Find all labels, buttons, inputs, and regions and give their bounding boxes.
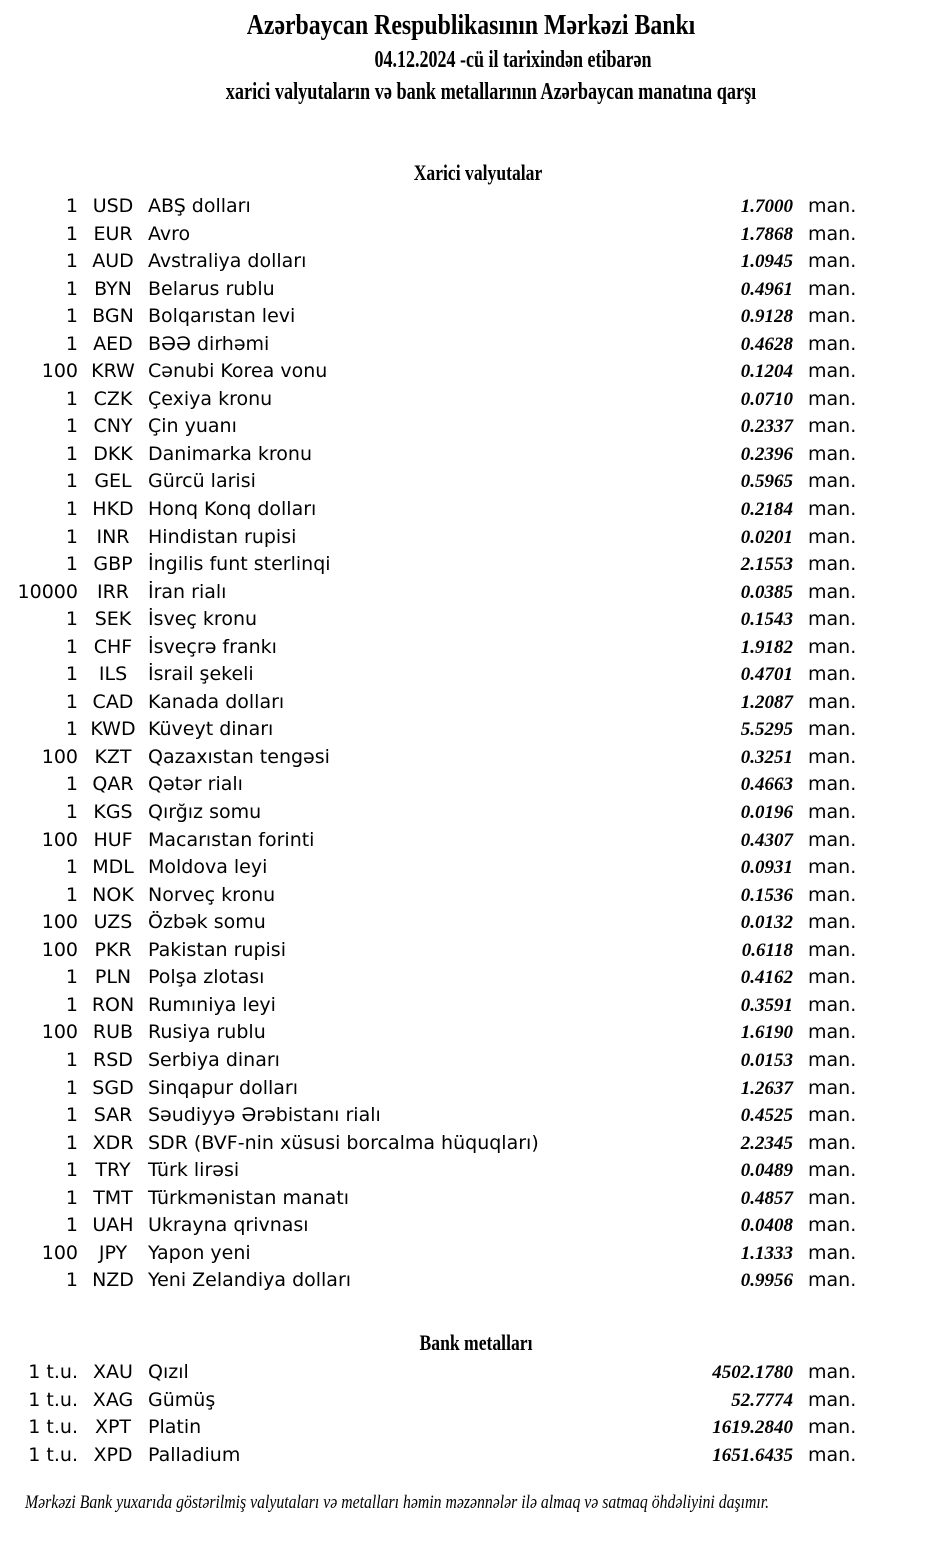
unit-label: man.: [808, 250, 857, 273]
unit-label: man.: [808, 608, 857, 631]
name-cell: Sinqapur dolları: [148, 1076, 299, 1099]
rate-cell: 0.4961: [740, 278, 793, 300]
unit-label: man.: [808, 442, 857, 465]
unit-label: man.: [808, 195, 857, 217]
unit-label: man.: [808, 1021, 857, 1044]
nominal-cell: 1: [65, 553, 78, 576]
name-cell: Kanada dolları: [148, 690, 285, 713]
nominal-cell: 1: [65, 1048, 78, 1071]
code-cell: DKK: [93, 442, 133, 465]
code-cell: PLN: [94, 966, 132, 989]
disclaimer-text: Mərkəzi Bank yuxarıda göstərilmiş valyutaları və metalları həmin məzənnələr ilə almaq və satmaq öhdəliyini daşımır.: [25, 1492, 770, 1513]
name-cell: SDR (BVF-nin xüsusi borcalma hüquqları): [148, 1131, 539, 1154]
rate-cell: 2.2345: [740, 1132, 793, 1154]
nominal-cell: 1: [65, 993, 78, 1016]
rate-cell: 4502.1780: [712, 1362, 793, 1383]
rate-cell: 0.1536: [740, 884, 793, 906]
rate-cell: 0.1543: [740, 609, 793, 631]
code-cell: SGD: [92, 1076, 134, 1099]
name-cell: Platin: [148, 1416, 202, 1439]
table-row: [0, 331, 934, 359]
rate-cell: 0.0710: [740, 388, 793, 410]
unit-label: man.: [808, 1159, 857, 1182]
code-cell: XAG: [92, 1388, 134, 1411]
unit-label: man.: [808, 1388, 857, 1411]
table-row: [0, 992, 934, 1020]
unit-label: man.: [808, 1186, 857, 1209]
table-row: [0, 413, 934, 441]
name-cell: İsveç kronu: [148, 608, 258, 631]
table-row: [0, 468, 934, 496]
rate-cell: 0.2184: [740, 499, 793, 521]
table-row: [0, 524, 934, 552]
table-row: [0, 1019, 934, 1047]
unit-label: man.: [808, 525, 857, 548]
rate-cell: 1.1333: [740, 1242, 793, 1264]
nominal-cell: 1: [65, 1131, 78, 1154]
rate-cell: 0.0196: [740, 802, 793, 824]
table-row: [0, 634, 934, 662]
nominal-cell: 1: [65, 470, 78, 493]
code-cell: BGN: [92, 305, 134, 328]
name-cell: Serbiya dinarı: [148, 1048, 280, 1071]
name-cell: Bolqarıstan levi: [148, 305, 296, 328]
table-row: [0, 193, 934, 221]
unit-label: man.: [808, 690, 857, 713]
rate-cell: 1.2637: [740, 1077, 793, 1099]
code-cell: SAR: [93, 1104, 133, 1127]
name-cell: İsrail şekeli: [148, 663, 254, 686]
rate-cell: 0.0132: [740, 912, 793, 934]
table-row: [0, 661, 934, 689]
name-cell: İran rialı: [148, 580, 227, 603]
rate-cell: 1.9182: [740, 636, 793, 658]
unit-label: man.: [808, 856, 857, 879]
table-row: [0, 1102, 934, 1130]
nominal-cell: 1: [65, 498, 78, 521]
unit-label: man.: [808, 1048, 857, 1071]
nominal-cell: 1: [65, 442, 78, 465]
table-row: [0, 276, 934, 304]
table-row: [0, 854, 934, 882]
currencies-section-heading: Xarici valyutalar: [413, 160, 543, 185]
nominal-cell: 1: [65, 525, 78, 548]
name-cell: İngilis funt sterlinqi: [148, 553, 331, 576]
code-cell: MDL: [92, 856, 134, 879]
name-cell: Yeni Zelandiya dolları: [148, 1269, 352, 1292]
nominal-cell: 1: [65, 332, 78, 355]
table-row: [0, 1212, 934, 1240]
metals-table: [0, 1359, 934, 1469]
table-row: [0, 799, 934, 827]
table-row: [0, 1442, 934, 1470]
name-cell: Moldova leyi: [148, 856, 268, 879]
nominal-cell: 1: [65, 1186, 78, 1209]
nominal-cell: 1: [65, 663, 78, 686]
code-cell: GEL: [94, 470, 132, 493]
unit-label: man.: [808, 828, 857, 851]
nominal-cell: 1: [65, 1269, 78, 1292]
table-row: [0, 1075, 934, 1103]
code-cell: NOK: [92, 883, 134, 906]
table-row: [0, 551, 934, 579]
table-row: [0, 827, 934, 855]
code-cell: UAH: [92, 1214, 134, 1237]
rate-cell: 0.5965: [740, 471, 793, 493]
name-cell: İsveçrə frankı: [148, 635, 277, 658]
nominal-cell: 1: [65, 1214, 78, 1237]
code-cell: QAR: [92, 773, 134, 796]
code-cell: EUR: [93, 222, 133, 245]
nominal-cell: 1: [65, 222, 78, 245]
nominal-cell: 1: [65, 305, 78, 328]
unit-label: man.: [808, 277, 857, 300]
name-cell: Ukrayna qrivnası: [148, 1214, 309, 1237]
unit-label: man.: [808, 911, 857, 934]
code-cell: UZS: [93, 911, 133, 934]
code-cell: NZD: [92, 1269, 134, 1292]
nominal-cell: 100: [41, 1241, 78, 1264]
name-cell: Rumıniya leyi: [148, 993, 276, 1016]
nominal-cell: 10000: [17, 580, 78, 603]
nominal-cell: 1 t.u.: [28, 1443, 78, 1466]
rate-cell: 0.1204: [740, 361, 793, 383]
code-cell: XAU: [93, 1361, 133, 1383]
rate-cell: 1.0945: [740, 251, 793, 273]
unit-label: man.: [808, 993, 857, 1016]
code-cell: KRW: [91, 360, 135, 383]
table-row: [0, 744, 934, 772]
name-cell: Türkmənistan manatı: [148, 1186, 350, 1209]
rate-cell: 0.4307: [740, 829, 793, 851]
unit-label: man.: [808, 773, 857, 796]
rate-cell: 1.2087: [740, 691, 793, 713]
unit-label: man.: [808, 718, 857, 741]
rate-cell: 1619.2840: [712, 1417, 793, 1439]
unit-label: man.: [808, 222, 857, 245]
nominal-cell: 1: [65, 690, 78, 713]
code-cell: RUB: [92, 1021, 134, 1044]
rate-cell: 0.2396: [740, 443, 793, 465]
code-cell: CNY: [93, 415, 133, 438]
table-row: [0, 1157, 934, 1185]
table-row: [0, 303, 934, 331]
name-cell: Qırğız somu: [148, 801, 262, 824]
table-row: [0, 1414, 934, 1442]
code-cell: KWD: [90, 718, 136, 741]
name-cell: Belarus rublu: [148, 277, 275, 300]
table-row: [0, 248, 934, 276]
nominal-cell: 100: [41, 828, 78, 851]
table-row: [0, 579, 934, 607]
table-row: [0, 358, 934, 386]
table-row: [0, 1359, 934, 1387]
code-cell: AUD: [92, 250, 134, 273]
code-cell: XPD: [93, 1443, 133, 1466]
name-cell: Danimarka kronu: [148, 442, 313, 465]
code-cell: JPY: [98, 1241, 128, 1264]
nominal-cell: 100: [41, 911, 78, 934]
rate-cell: 0.4663: [740, 774, 793, 796]
rate-cell: 0.9956: [740, 1270, 793, 1292]
name-cell: Palladium: [148, 1443, 241, 1466]
rate-cell: 0.4525: [740, 1105, 793, 1127]
subtitle: xarici valyutaların və bank metallarının Azərbaycan manatına qarşı: [225, 79, 757, 105]
nominal-cell: 1: [65, 195, 78, 217]
code-cell: BYN: [94, 277, 132, 300]
name-cell: Türk lirəsi: [148, 1159, 240, 1182]
unit-label: man.: [808, 1269, 857, 1292]
name-cell: Yapon yeni: [148, 1241, 251, 1264]
code-cell: XDR: [92, 1131, 134, 1154]
nominal-cell: 1: [65, 883, 78, 906]
nominal-cell: 1: [65, 773, 78, 796]
nominal-cell: 1: [65, 1159, 78, 1182]
name-cell: Avstraliya dolları: [148, 250, 307, 273]
rate-cell: 0.9128: [740, 306, 793, 328]
nominal-cell: 1: [65, 277, 78, 300]
table-row: [0, 1130, 934, 1158]
nominal-cell: 100: [41, 938, 78, 961]
rate-cell: 0.0489: [740, 1160, 793, 1182]
table-row: [0, 386, 934, 414]
code-cell: GBP: [93, 553, 133, 576]
name-cell: Rusiya rublu: [148, 1021, 266, 1044]
name-cell: Norveç kronu: [148, 883, 276, 906]
table-row: [0, 1240, 934, 1268]
name-cell: BƏƏ dirhəmi: [148, 332, 270, 355]
nominal-cell: 1 t.u.: [28, 1388, 78, 1411]
rate-cell: 0.4628: [740, 333, 793, 355]
rate-cell: 2.1553: [740, 554, 793, 576]
unit-label: man.: [808, 553, 857, 576]
code-cell: SEK: [94, 608, 132, 631]
code-cell: USD: [92, 195, 134, 217]
rate-cell: 0.4701: [740, 664, 793, 686]
code-cell: CAD: [92, 690, 134, 713]
effective-date-line: 04.12.2024 -cü il tarixindən etibarən: [374, 47, 652, 73]
name-cell: Qazaxıstan tengəsi: [148, 745, 330, 768]
rate-cell: 1.7000: [740, 196, 793, 217]
code-cell: RSD: [93, 1048, 133, 1071]
code-cell: TMT: [93, 1186, 133, 1209]
unit-label: man.: [808, 938, 857, 961]
metals-section-heading: Bank metalları: [419, 1330, 533, 1355]
unit-label: man.: [808, 470, 857, 493]
nominal-cell: 1: [65, 387, 78, 410]
nominal-cell: 1: [65, 856, 78, 879]
unit-label: man.: [808, 1241, 857, 1264]
rate-cell: 0.6118: [741, 939, 793, 961]
rate-cell: 0.0153: [740, 1049, 793, 1071]
rate-cell: 5.5295: [740, 719, 793, 741]
nominal-cell: 1: [65, 635, 78, 658]
currencies-table: [0, 193, 934, 1295]
unit-label: man.: [808, 635, 857, 658]
unit-label: man.: [808, 966, 857, 989]
rate-cell: 0.0931: [740, 857, 793, 879]
nominal-cell: 1 t.u.: [28, 1361, 78, 1383]
code-cell: IRR: [96, 580, 129, 603]
table-row: [0, 441, 934, 469]
unit-label: man.: [808, 305, 857, 328]
nominal-cell: 1 t.u.: [28, 1416, 78, 1439]
code-cell: ILS: [98, 663, 128, 686]
rate-cell: 0.0408: [740, 1215, 793, 1237]
table-row: [0, 221, 934, 249]
code-cell: RON: [91, 993, 135, 1016]
name-cell: Özbək somu: [148, 911, 266, 934]
unit-label: man.: [808, 387, 857, 410]
name-cell: ABŞ dolları: [148, 195, 251, 217]
nominal-cell: 1: [65, 250, 78, 273]
code-cell: HKD: [92, 498, 134, 521]
unit-label: man.: [808, 745, 857, 768]
page-title: Azərbaycan Respublikasının Mərkəzi Bankı: [246, 9, 696, 41]
nominal-cell: 1: [65, 801, 78, 824]
rate-cell: 0.3591: [740, 994, 793, 1016]
table-row: [0, 1185, 934, 1213]
name-cell: Honq Konq dolları: [148, 498, 317, 521]
rate-cell: 0.4162: [740, 967, 793, 989]
name-cell: Qızıl: [148, 1361, 189, 1383]
unit-label: man.: [808, 332, 857, 355]
name-cell: Polşa zlotası: [148, 966, 265, 989]
name-cell: Çin yuanı: [148, 415, 237, 438]
rate-cell: 0.4857: [740, 1187, 793, 1209]
table-row: [0, 1047, 934, 1075]
table-row: [0, 1387, 934, 1415]
unit-label: man.: [808, 663, 857, 686]
table-row: [0, 882, 934, 910]
code-cell: TRY: [95, 1159, 131, 1182]
nominal-cell: 1: [65, 718, 78, 741]
unit-label: man.: [808, 801, 857, 824]
unit-label: man.: [808, 883, 857, 906]
table-row: [0, 606, 934, 634]
unit-label: man.: [808, 360, 857, 383]
rate-cell: 0.3251: [740, 746, 793, 768]
unit-label: man.: [808, 1076, 857, 1099]
unit-label: man.: [808, 1416, 857, 1439]
name-cell: Səudiyyə Ərəbistanı rialı: [148, 1104, 381, 1127]
unit-label: man.: [808, 1443, 857, 1466]
unit-label: man.: [808, 580, 857, 603]
code-cell: CHF: [93, 635, 133, 658]
unit-label: man.: [808, 1131, 857, 1154]
name-cell: Macarıstan forinti: [148, 828, 315, 851]
unit-label: man.: [808, 1104, 857, 1127]
nominal-cell: 100: [41, 360, 78, 383]
nominal-cell: 100: [41, 1021, 78, 1044]
rate-cell: 52.7774: [731, 1389, 793, 1411]
name-cell: Hindistan rupisi: [148, 525, 297, 548]
nominal-cell: 1: [65, 608, 78, 631]
nominal-cell: 100: [41, 745, 78, 768]
code-cell: KGS: [93, 801, 133, 824]
unit-label: man.: [808, 1214, 857, 1237]
name-cell: Gümüş: [148, 1388, 216, 1411]
name-cell: Avro: [148, 222, 191, 245]
rate-cell: 0.2337: [740, 416, 793, 438]
table-row: [0, 771, 934, 799]
table-row: [0, 689, 934, 717]
rate-cell: 0.0385: [740, 581, 793, 603]
nominal-cell: 1: [65, 966, 78, 989]
name-cell: Pakistan rupisi: [148, 938, 286, 961]
name-cell: Gürcü larisi: [148, 470, 256, 493]
name-cell: Çexiya kronu: [148, 387, 273, 410]
nominal-cell: 1: [65, 1076, 78, 1099]
name-cell: Cənubi Korea vonu: [148, 360, 328, 383]
code-cell: KZT: [94, 745, 132, 768]
rate-cell: 1.6190: [740, 1022, 793, 1044]
unit-label: man.: [808, 498, 857, 521]
unit-label: man.: [808, 415, 857, 438]
code-cell: PKR: [94, 938, 132, 961]
table-row: [0, 937, 934, 965]
table-row: [0, 909, 934, 937]
rate-cell: 0.0201: [740, 526, 793, 548]
table-row: [0, 716, 934, 744]
code-cell: HUF: [93, 828, 133, 851]
code-cell: CZK: [93, 387, 133, 410]
name-cell: Qətər rialı: [148, 773, 243, 796]
name-cell: Küveyt dinarı: [148, 718, 274, 741]
rate-cell: 1.7868: [740, 223, 793, 245]
table-row: [0, 964, 934, 992]
nominal-cell: 1: [65, 415, 78, 438]
nominal-cell: 1: [65, 1104, 78, 1127]
code-cell: AED: [93, 332, 133, 355]
table-row: [0, 1267, 934, 1295]
table-row: [0, 496, 934, 524]
unit-label: man.: [808, 1361, 857, 1383]
rate-cell: 1651.6435: [712, 1444, 793, 1466]
code-cell: XPT: [94, 1416, 132, 1439]
code-cell: INR: [96, 525, 130, 548]
